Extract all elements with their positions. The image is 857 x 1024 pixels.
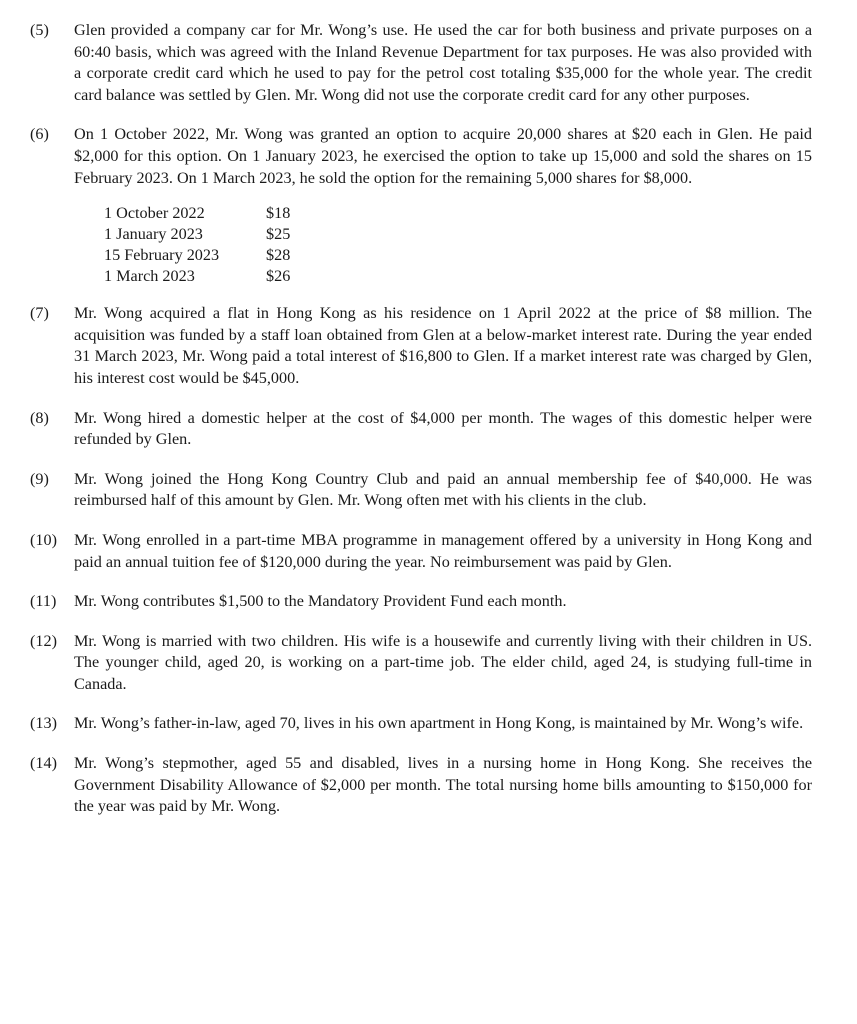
item-7 <box>30 303 812 389</box>
item-number: (10) <box>30 530 57 549</box>
item-number: (14) <box>30 754 57 773</box>
item-14 <box>30 753 812 818</box>
item-9 <box>30 469 812 512</box>
share-price-date: 15 February 2023 <box>104 246 220 265</box>
item-number: (9) <box>30 469 49 488</box>
share-price-date: 1 January 2023 <box>104 225 203 244</box>
share-price-row <box>104 245 290 266</box>
item-6 <box>30 124 812 189</box>
share-price-value: $26 <box>266 267 291 286</box>
item-12 <box>30 631 812 696</box>
share-price-row <box>104 266 290 287</box>
item-number: (8) <box>30 408 49 427</box>
item-text: On 1 October 2022, Mr. Wong was granted an option to acquire 20,000 shares at $20 each in Glen. He paid $2,000 for this option. On 1 January 2023, he exercised the option to take up 15,000 and sold the shares on 15 February 2023. On 1 March 2023, he sold the option for the remaining 5,000 shares for $8,000. <box>74 125 812 187</box>
item-text: Mr. Wong hired a domestic helper at the cost of $4,000 per month. The wages of this domestic helper were refunded by Glen. <box>74 408 812 449</box>
item-text: Mr. Wong’s father-in-law, aged 70, lives in his own apartment in Hong Kong, is maintained by Mr. Wong’s wife. <box>74 714 804 733</box>
item-text: Glen provided a company car for Mr. Wong’s use. He used the car for both business and private purposes on a 60:40 basis, which was agreed with the Inland Revenue Department for tax purposes. He was also provided with a corporate credit card which he used to pay for the petrol cost totaling $35,000 for the whole year. The credit card balance was settled by Glen. Mr. Wong did not use the corporate credit card for any other purposes. <box>74 21 812 104</box>
item-5 <box>30 20 812 106</box>
item-text: Mr. Wong contributes $1,500 to the Mandatory Provident Fund each month. <box>74 592 567 611</box>
item-11 <box>30 591 812 613</box>
share-price-row <box>104 203 290 224</box>
item-text: Mr. Wong enrolled in a part-time MBA programme in management offered by a university in Hong Kong and paid an annual tuition fee of $120,000 during the year. No reimbursement was paid by Glen. <box>74 530 812 571</box>
item-8 <box>30 408 812 451</box>
share-price-row <box>104 224 290 245</box>
share-price-value: $25 <box>266 225 291 244</box>
item-number: (7) <box>30 304 49 323</box>
item-text: Mr. Wong’s stepmother, aged 55 and disabled, lives in a nursing home in Hong Kong. She receives the Government Disability Allowance of $2,000 per month. The total nursing home bills amounting to $150,000 for the year was paid by Mr. Wong. <box>74 754 812 816</box>
item-number: (6) <box>30 125 49 144</box>
item-number: (13) <box>30 714 57 733</box>
item-text: Mr. Wong joined the Hong Kong Country Club and paid an annual membership fee of $40,000. He was reimbursed half of this amount by Glen. Mr. Wong often met with his clients in the club. <box>74 469 812 510</box>
item-text: Mr. Wong acquired a flat in Hong Kong as his residence on 1 April 2022 at the price of $8 million. The acquisition was funded by a staff loan obtained from Glen at a below-market interest rate. During the year ended 31 March 2023, Mr. Wong paid a total interest of $16,800 to Glen. If a market interest rate was charged by Glen, his interest cost would be $45,000. <box>74 304 812 387</box>
item-13 <box>30 713 812 735</box>
share-price-value: $18 <box>266 204 291 223</box>
item-number: (11) <box>30 592 57 611</box>
share-price-date: 1 October 2022 <box>104 204 205 223</box>
share-price-table <box>104 203 290 287</box>
share-price-value: $28 <box>266 246 291 265</box>
item-number: (12) <box>30 631 57 650</box>
share-price-date: 1 March 2023 <box>104 267 195 286</box>
item-number: (5) <box>30 21 49 39</box>
item-10 <box>30 530 812 573</box>
item-text: Mr. Wong is married with two children. His wife is a housewife and currently living with their children in US. The younger child, aged 20, is working on a part-time job. The elder child, aged 24, is studying full-time in Canada. <box>74 631 812 693</box>
